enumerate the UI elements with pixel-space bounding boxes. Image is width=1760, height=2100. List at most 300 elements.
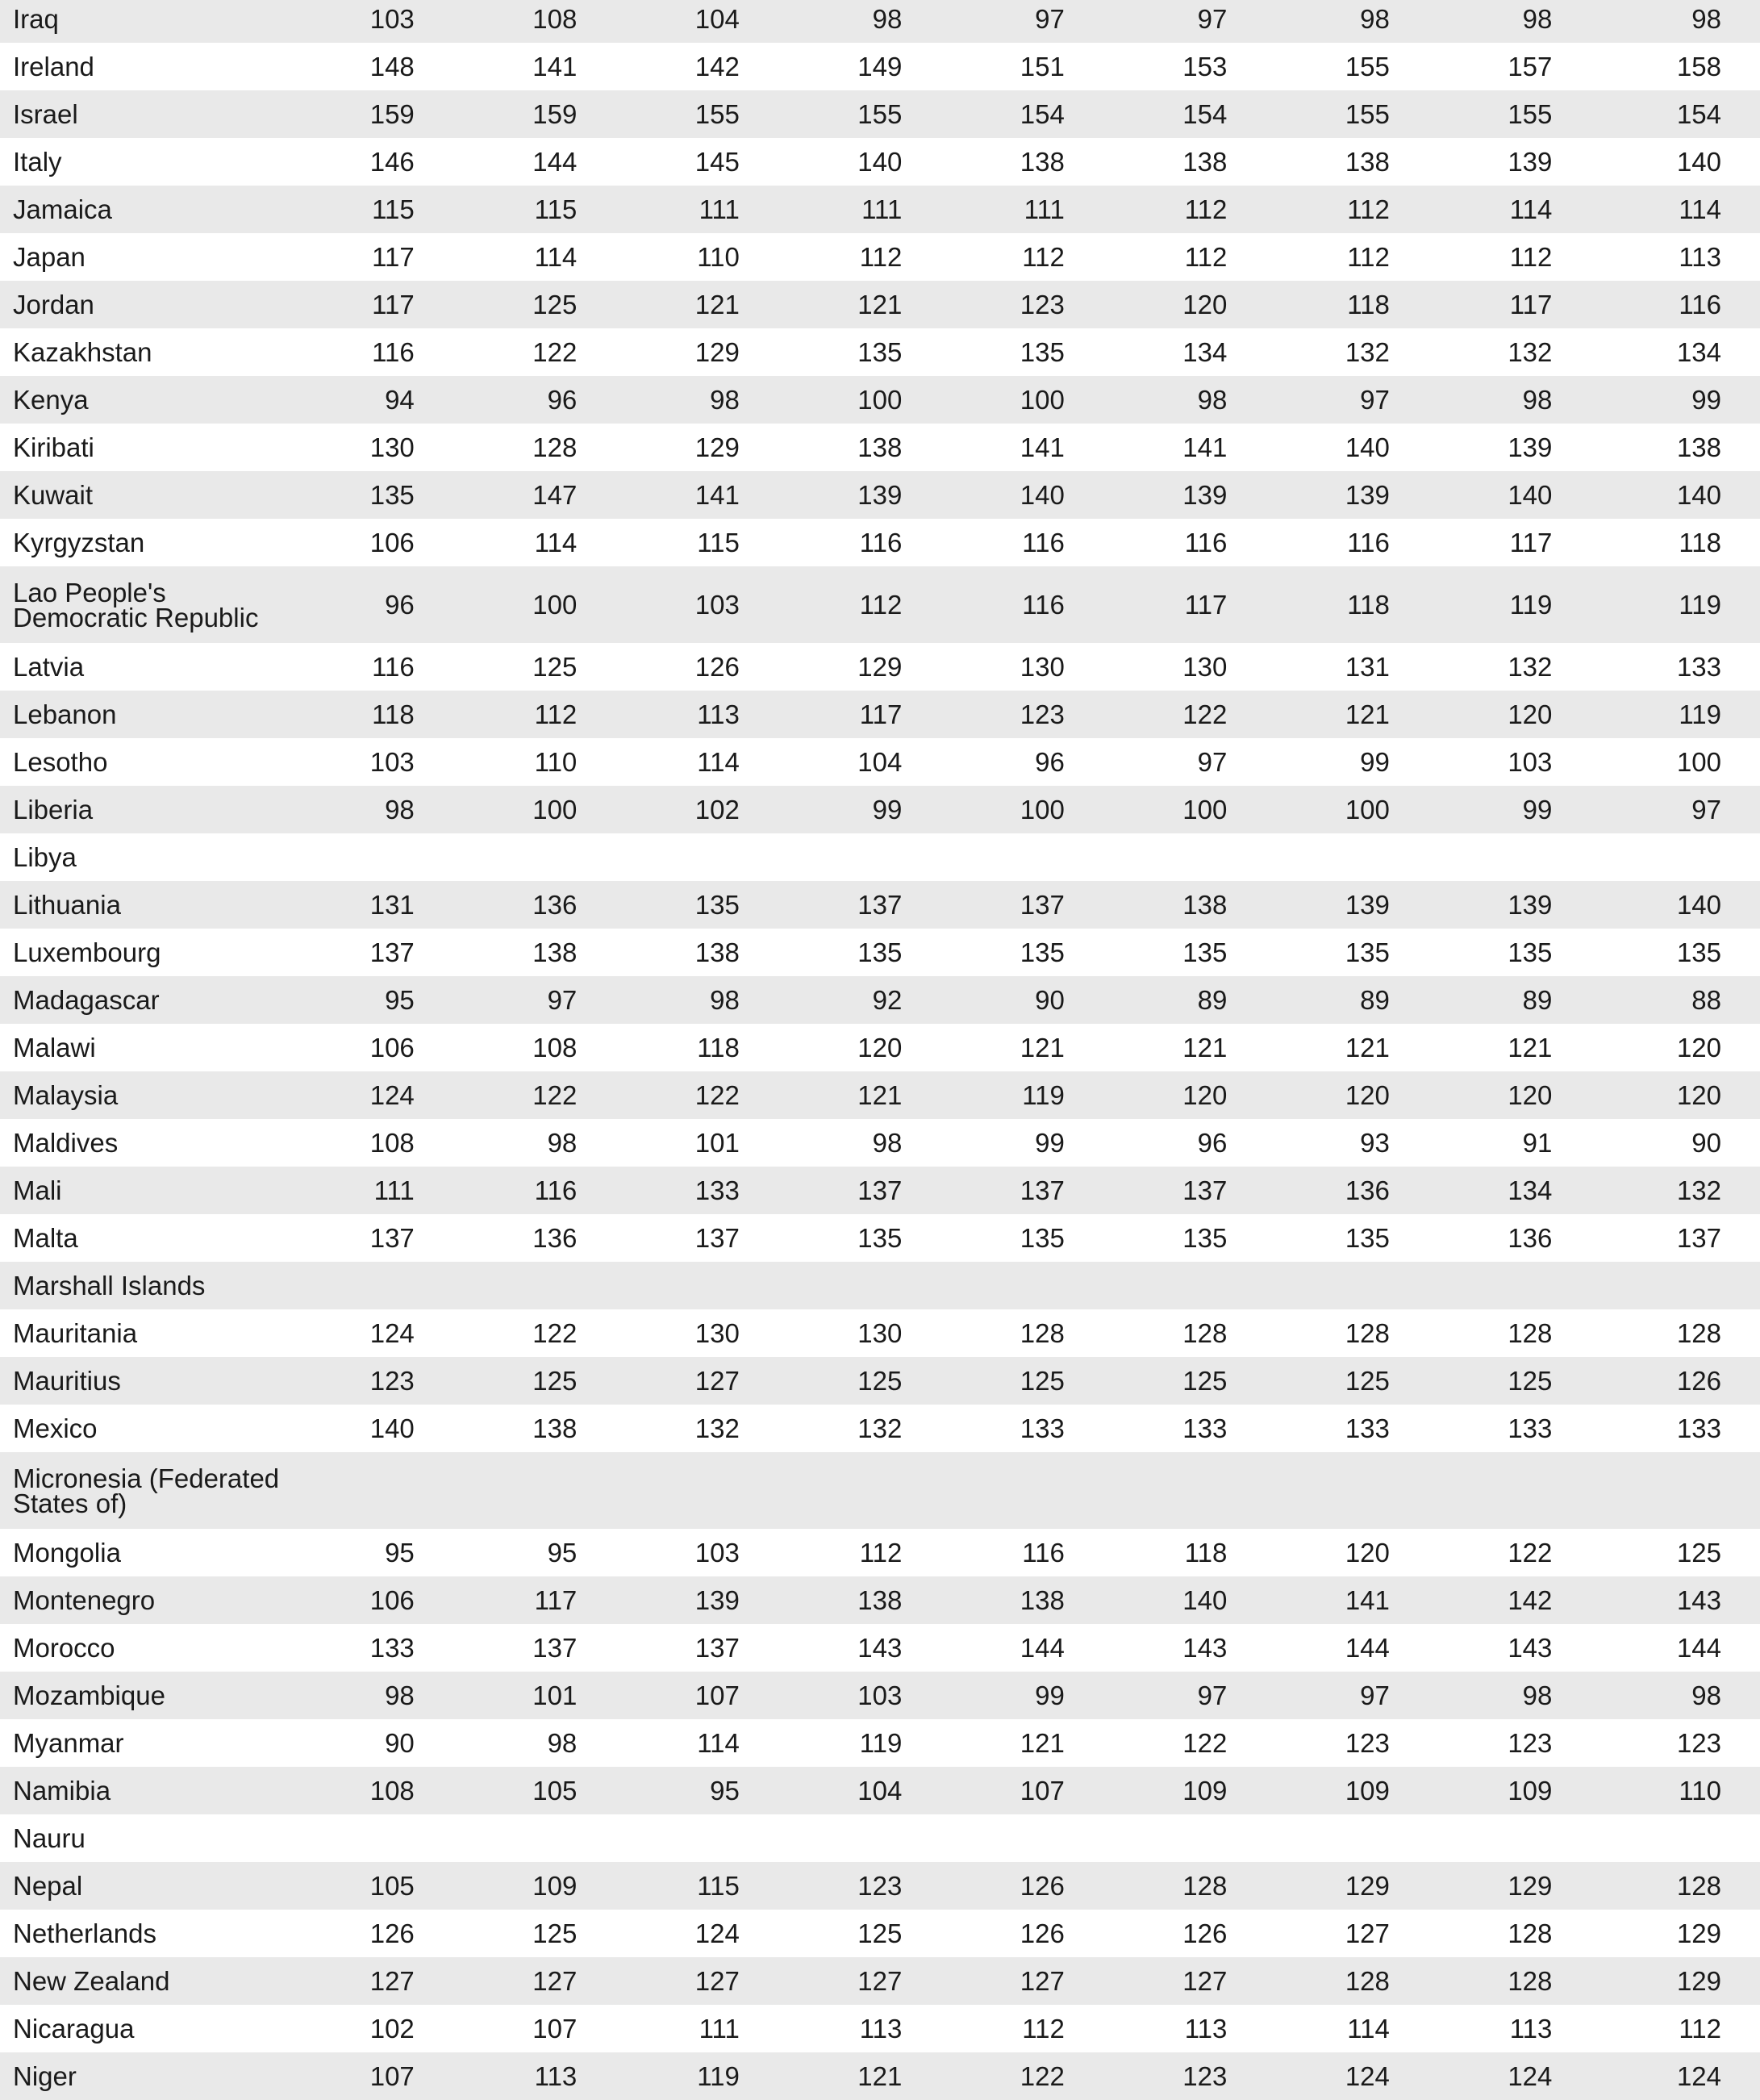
value-cell: 117 (1184, 590, 1228, 620)
value-cell: 100 (1345, 795, 1390, 825)
value-cell: 98 (1522, 4, 1553, 34)
value-cell: 125 (1508, 1366, 1553, 1396)
value-cell: 117 (534, 1585, 578, 1615)
value-cell: 139 (694, 1585, 740, 1615)
value-cell (1272, 833, 1435, 881)
value-cell: 135 (857, 337, 903, 367)
value-cell: 133 (1676, 652, 1721, 682)
value-cell: 112 (534, 699, 578, 729)
value-cell: 115 (697, 1871, 740, 1901)
value-cell: 119 (1509, 590, 1553, 620)
value-cell: 127 (532, 1966, 578, 1996)
value-cell: 126 (1676, 1366, 1721, 1396)
value-cell: 115 (372, 194, 415, 224)
value-cell: 120 (857, 1033, 903, 1063)
value-cell: 129 (694, 432, 740, 462)
value-cell: 120 (1676, 1033, 1721, 1063)
value-cell: 128 (1182, 1871, 1228, 1901)
value-cell: 128 (1508, 1966, 1553, 1996)
value-cell: 114 (697, 747, 740, 777)
value-cell: 108 (369, 1128, 415, 1158)
value-cell: 112 (859, 242, 903, 272)
table-row (0, 90, 1760, 138)
table-row (0, 1309, 1760, 1357)
value-cell: 121 (1508, 1033, 1553, 1063)
value-cell: 138 (1020, 147, 1065, 177)
table-row (0, 1814, 1760, 1862)
value-cell: 117 (372, 242, 415, 272)
value-cell: 155 (1345, 52, 1390, 81)
value-cell: 115 (534, 194, 578, 224)
country-name-cell: Jordan (13, 290, 94, 319)
value-cell: 99 (872, 795, 903, 825)
value-cell: 88 (1691, 985, 1721, 1015)
value-cell: 114 (697, 1728, 740, 1758)
value-cell: 138 (1182, 890, 1228, 920)
value-cell: 112 (859, 590, 903, 620)
value-cell: 155 (857, 99, 903, 129)
table-row (0, 1624, 1760, 1672)
value-cell: 133 (1020, 1413, 1065, 1443)
value-cell: 128 (1676, 1318, 1721, 1348)
value-cell: 112 (859, 1538, 903, 1568)
value-cell: 119 (859, 1728, 903, 1758)
table-row (0, 1214, 1760, 1262)
value-cell: 135 (1020, 1223, 1065, 1253)
value-cell: 145 (694, 147, 740, 177)
value-cell (1110, 1262, 1273, 1309)
country-name-cell: Kazakhstan (13, 337, 152, 367)
value-cell: 128 (532, 432, 578, 462)
value-cell: 121 (857, 1080, 903, 1110)
country-name-cell: Malta (13, 1223, 78, 1253)
value-cell: 96 (547, 385, 578, 415)
value-cell: 122 (1508, 1538, 1553, 1568)
table-row (0, 0, 1760, 43)
value-cell: 114 (1509, 194, 1553, 224)
value-cell: 103 (369, 747, 415, 777)
value-cell: 101 (694, 1128, 740, 1158)
value-cell: 128 (1345, 1966, 1390, 1996)
country-name-cell: Italy (13, 147, 62, 177)
value-cell: 98 (385, 795, 415, 825)
value-cell: 100 (1020, 795, 1065, 825)
value-cell: 112 (1022, 242, 1065, 272)
value-cell: 138 (532, 1413, 578, 1443)
value-cell: 142 (694, 52, 740, 81)
value-cell: 128 (1508, 1918, 1553, 1948)
value-cell: 136 (1508, 1223, 1553, 1253)
value-cell: 135 (1676, 937, 1721, 967)
value-cell: 146 (369, 147, 415, 177)
value-cell: 124 (1676, 2061, 1721, 2091)
value-cell: 100 (1020, 385, 1065, 415)
value-cell: 129 (694, 337, 740, 367)
country-name-cell: Kuwait (13, 480, 94, 510)
table-row (0, 2052, 1760, 2100)
table-row (0, 1452, 1760, 1529)
value-cell: 129 (1676, 1966, 1721, 1996)
value-cell (1435, 1814, 1598, 1862)
value-cell: 123 (1676, 1728, 1721, 1758)
value-cell: 143 (1182, 1633, 1228, 1663)
value-cell: 111 (861, 194, 903, 224)
value-cell: 141 (1020, 432, 1065, 462)
value-cell: 113 (1679, 242, 1721, 272)
table-row (0, 424, 1760, 471)
value-cell: 140 (1020, 480, 1065, 510)
country-name-cell: Marshall Islands (13, 1271, 206, 1300)
value-cell: 113 (534, 2061, 578, 2091)
country-name-cell: Niger (13, 2061, 77, 2091)
value-cell: 117 (1509, 290, 1553, 319)
value-cell: 135 (1020, 337, 1065, 367)
value-cell: 123 (369, 1366, 415, 1396)
value-cell: 141 (532, 52, 578, 81)
value-cell: 97 (1691, 795, 1721, 825)
value-cell: 116 (1347, 528, 1390, 557)
value-cell: 151 (1020, 52, 1065, 81)
value-cell: 97 (1197, 1680, 1228, 1710)
value-cell (947, 833, 1110, 881)
value-cell: 125 (1020, 1366, 1065, 1396)
value-cell: 112 (1022, 2014, 1065, 2044)
table-row (0, 1071, 1760, 1119)
value-cell: 130 (369, 432, 415, 462)
value-cell: 106 (369, 528, 415, 557)
value-cell: 154 (1182, 99, 1228, 129)
value-cell: 123 (1020, 699, 1065, 729)
value-cell: 129 (1676, 1918, 1721, 1948)
value-cell: 133 (369, 1633, 415, 1663)
value-cell: 132 (857, 1413, 903, 1443)
value-cell: 140 (1508, 480, 1553, 510)
value-cell (1435, 833, 1598, 881)
value-cell: 116 (1184, 528, 1228, 557)
value-cell: 144 (1345, 1633, 1390, 1663)
value-cell: 90 (385, 1728, 415, 1758)
value-cell: 120 (1345, 1538, 1390, 1568)
value-cell: 137 (694, 1223, 740, 1253)
value-cell: 125 (532, 1366, 578, 1396)
country-name-cell: Lesotho (13, 747, 108, 777)
value-cell: 149 (857, 52, 903, 81)
value-cell: 136 (532, 890, 578, 920)
value-cell: 127 (694, 1366, 740, 1396)
value-cell: 98 (547, 1128, 578, 1158)
value-cell: 112 (1509, 242, 1553, 272)
value-cell: 114 (1679, 194, 1721, 224)
country-name-cell: Israel (13, 99, 78, 129)
table-row (0, 376, 1760, 424)
value-cell: 96 (385, 590, 415, 620)
value-cell: 141 (1182, 432, 1228, 462)
value-cell: 93 (1360, 1128, 1390, 1158)
value-cell: 138 (1676, 432, 1721, 462)
value-cell: 118 (372, 699, 415, 729)
value-cell: 133 (1508, 1413, 1553, 1443)
value-cell: 141 (694, 480, 740, 510)
value-cell: 128 (1020, 1318, 1065, 1348)
value-cell: 108 (369, 1776, 415, 1806)
country-name-cell: Latvia (13, 652, 85, 682)
value-cell: 111 (373, 1175, 415, 1205)
value-cell: 128 (1182, 1318, 1228, 1348)
value-cell: 155 (694, 99, 740, 129)
value-cell: 140 (1676, 890, 1721, 920)
value-cell: 118 (697, 1033, 740, 1063)
value-cell: 133 (694, 1175, 740, 1205)
country-name-cell: Ireland (13, 52, 94, 81)
value-cell: 112 (1347, 242, 1390, 272)
value-cell: 118 (1347, 590, 1390, 620)
table-row (0, 43, 1760, 90)
value-cell: 112 (1347, 194, 1390, 224)
value-cell (1110, 833, 1273, 881)
value-cell: 109 (1182, 1776, 1228, 1806)
value-cell: 99 (1035, 1680, 1065, 1710)
value-cell: 112 (1184, 242, 1228, 272)
value-cell: 117 (859, 699, 903, 729)
value-cell: 97 (1360, 1680, 1390, 1710)
value-cell: 135 (369, 480, 415, 510)
value-cell: 122 (532, 337, 578, 367)
value-cell: 120 (1345, 1080, 1390, 1110)
value-cell (297, 833, 460, 881)
value-cell: 138 (857, 432, 903, 462)
table-row (0, 1862, 1760, 1910)
country-name-cell: Micronesia (Federated States of) (13, 1463, 280, 1518)
value-cell: 98 (1360, 4, 1390, 34)
value-cell: 121 (1345, 1033, 1390, 1063)
value-cell (460, 1262, 623, 1309)
value-cell: 97 (547, 985, 578, 1015)
value-cell: 132 (694, 1413, 740, 1443)
table-row (0, 471, 1760, 519)
value-cell: 120 (1676, 1080, 1721, 1110)
value-cell: 144 (1020, 1633, 1065, 1663)
value-cell: 133 (1182, 1413, 1228, 1443)
value-cell: 135 (857, 937, 903, 967)
table-row (0, 1910, 1760, 1957)
value-cell: 137 (1020, 1175, 1065, 1205)
value-cell: 102 (694, 795, 740, 825)
value-cell: 124 (1345, 2061, 1390, 2091)
value-cell: 89 (1360, 985, 1390, 1015)
table-row (0, 138, 1760, 186)
value-cell: 143 (857, 1633, 903, 1663)
country-name-cell: Japan (13, 242, 85, 272)
value-cell: 141 (1345, 1585, 1390, 1615)
value-cell: 97 (1035, 4, 1065, 34)
value-cell: 155 (1508, 99, 1553, 129)
value-cell: 113 (1184, 2014, 1228, 2044)
value-cell: 135 (1182, 937, 1228, 967)
value-cell: 114 (534, 528, 578, 557)
country-name-cell: Maldives (13, 1128, 119, 1158)
value-cell: 104 (694, 4, 740, 34)
value-cell: 135 (1345, 937, 1390, 967)
value-cell: 122 (1020, 2061, 1065, 2091)
value-cell: 113 (697, 699, 740, 729)
value-cell: 140 (1182, 1585, 1228, 1615)
value-cell: 119 (697, 2061, 740, 2091)
country-name-cell: Kenya (13, 385, 89, 415)
country-name-cell: Montenegro (13, 1585, 156, 1615)
table-row (0, 976, 1760, 1024)
value-cell: 129 (857, 652, 903, 682)
value-cell (1597, 1262, 1760, 1309)
value-cell: 125 (532, 1918, 578, 1948)
table-row (0, 1672, 1760, 1719)
value-cell: 100 (532, 590, 578, 620)
value-cell: 123 (1020, 290, 1065, 319)
table-row (0, 1405, 1760, 1452)
value-cell: 110 (534, 747, 578, 777)
value-cell: 135 (694, 890, 740, 920)
value-cell: 119 (1022, 1080, 1065, 1110)
value-cell: 97 (1360, 385, 1390, 415)
value-cell: 133 (1345, 1413, 1390, 1443)
value-cell: 89 (1197, 985, 1228, 1015)
country-name-cell: New Zealand (13, 1966, 170, 1996)
value-cell: 124 (369, 1080, 415, 1110)
value-cell: 124 (1508, 2061, 1553, 2091)
value-cell: 131 (369, 890, 415, 920)
value-cell: 96 (1197, 1128, 1228, 1158)
value-cell: 99 (1360, 747, 1390, 777)
value-cell: 143 (1676, 1585, 1721, 1615)
country-name-cell: Malawi (13, 1033, 96, 1063)
value-cell: 142 (1508, 1585, 1553, 1615)
value-cell: 121 (857, 290, 903, 319)
value-cell: 126 (1020, 1918, 1065, 1948)
value-cell: 134 (1508, 1175, 1553, 1205)
value-cell (1272, 1452, 1435, 1529)
country-name-cell: Lebanon (13, 699, 117, 729)
value-cell: 121 (857, 2061, 903, 2091)
value-cell: 122 (532, 1318, 578, 1348)
value-cell: 119 (1679, 699, 1721, 729)
value-cell: 134 (1182, 337, 1228, 367)
table-row (0, 186, 1760, 233)
value-cell: 98 (547, 1728, 578, 1758)
value-cell: 91 (1522, 1128, 1553, 1158)
value-cell: 98 (1691, 4, 1721, 34)
value-cell: 97 (1197, 747, 1228, 777)
country-name-cell: Luxembourg (13, 937, 161, 967)
value-cell: 107 (1020, 1776, 1065, 1806)
value-cell: 125 (532, 652, 578, 682)
table-row (0, 1167, 1760, 1214)
value-cell: 113 (859, 2014, 903, 2044)
value-cell: 102 (369, 2014, 415, 2044)
country-name-cell: Liberia (13, 795, 94, 825)
value-cell: 90 (1035, 985, 1065, 1015)
value-cell: 94 (385, 385, 415, 415)
value-cell: 126 (369, 1918, 415, 1948)
value-cell: 137 (369, 1223, 415, 1253)
value-cell: 98 (710, 985, 740, 1015)
value-cell: 100 (1676, 747, 1721, 777)
value-cell: 107 (532, 2014, 578, 2044)
value-cell (622, 1452, 785, 1529)
value-cell: 134 (1676, 337, 1721, 367)
value-cell: 129 (1508, 1871, 1553, 1901)
value-cell: 133 (1676, 1413, 1721, 1443)
table-row (0, 233, 1760, 281)
value-cell: 110 (697, 242, 740, 272)
value-cell: 138 (857, 1585, 903, 1615)
value-cell: 101 (532, 1680, 578, 1710)
value-cell: 159 (369, 99, 415, 129)
value-cell: 117 (1509, 528, 1553, 557)
value-cell (1597, 833, 1760, 881)
value-cell: 157 (1508, 52, 1553, 81)
value-cell: 144 (1676, 1633, 1721, 1663)
value-cell: 116 (1022, 1538, 1065, 1568)
value-cell: 125 (532, 290, 578, 319)
value-cell: 130 (694, 1318, 740, 1348)
value-cell: 139 (1182, 480, 1228, 510)
value-cell: 144 (532, 147, 578, 177)
value-cell: 107 (694, 1680, 740, 1710)
value-cell: 118 (1679, 528, 1721, 557)
value-cell: 139 (1345, 480, 1390, 510)
value-cell: 98 (872, 4, 903, 34)
value-cell: 95 (710, 1776, 740, 1806)
value-cell: 110 (1679, 1776, 1721, 1806)
value-cell: 116 (1679, 290, 1721, 319)
value-cell (297, 1452, 460, 1529)
table-row (0, 929, 1760, 976)
value-cell (1272, 1814, 1435, 1862)
value-cell: 98 (1197, 385, 1228, 415)
value-cell: 138 (1182, 147, 1228, 177)
table-row (0, 1024, 1760, 1071)
country-name-cell: Lithuania (13, 890, 121, 920)
country-name-cell: Mali (13, 1175, 62, 1205)
table-row (0, 1957, 1760, 2005)
country-name-cell: Myanmar (13, 1728, 124, 1758)
value-cell: 116 (1022, 528, 1065, 557)
value-cell: 118 (1184, 1538, 1228, 1568)
value-cell (785, 1814, 948, 1862)
value-cell: 138 (694, 937, 740, 967)
value-cell: 128 (1676, 1871, 1721, 1901)
value-cell: 135 (1508, 937, 1553, 967)
value-cell: 140 (857, 147, 903, 177)
value-cell (785, 1262, 948, 1309)
country-name-cell: Morocco (13, 1633, 115, 1663)
value-cell: 135 (1020, 937, 1065, 967)
value-cell: 136 (532, 1223, 578, 1253)
table-row (0, 691, 1760, 738)
value-cell: 147 (532, 480, 578, 510)
value-cell: 103 (694, 590, 740, 620)
value-cell: 139 (1508, 890, 1553, 920)
value-cell: 124 (369, 1318, 415, 1348)
value-cell: 120 (1508, 1080, 1553, 1110)
country-name-cell: Mauritius (13, 1366, 121, 1396)
value-cell: 130 (1182, 652, 1228, 682)
value-cell: 154 (1020, 99, 1065, 129)
value-cell: 132 (1676, 1175, 1721, 1205)
value-cell (622, 1262, 785, 1309)
value-cell: 116 (859, 528, 903, 557)
value-cell: 120 (1182, 1080, 1228, 1110)
value-cell: 99 (1522, 795, 1553, 825)
